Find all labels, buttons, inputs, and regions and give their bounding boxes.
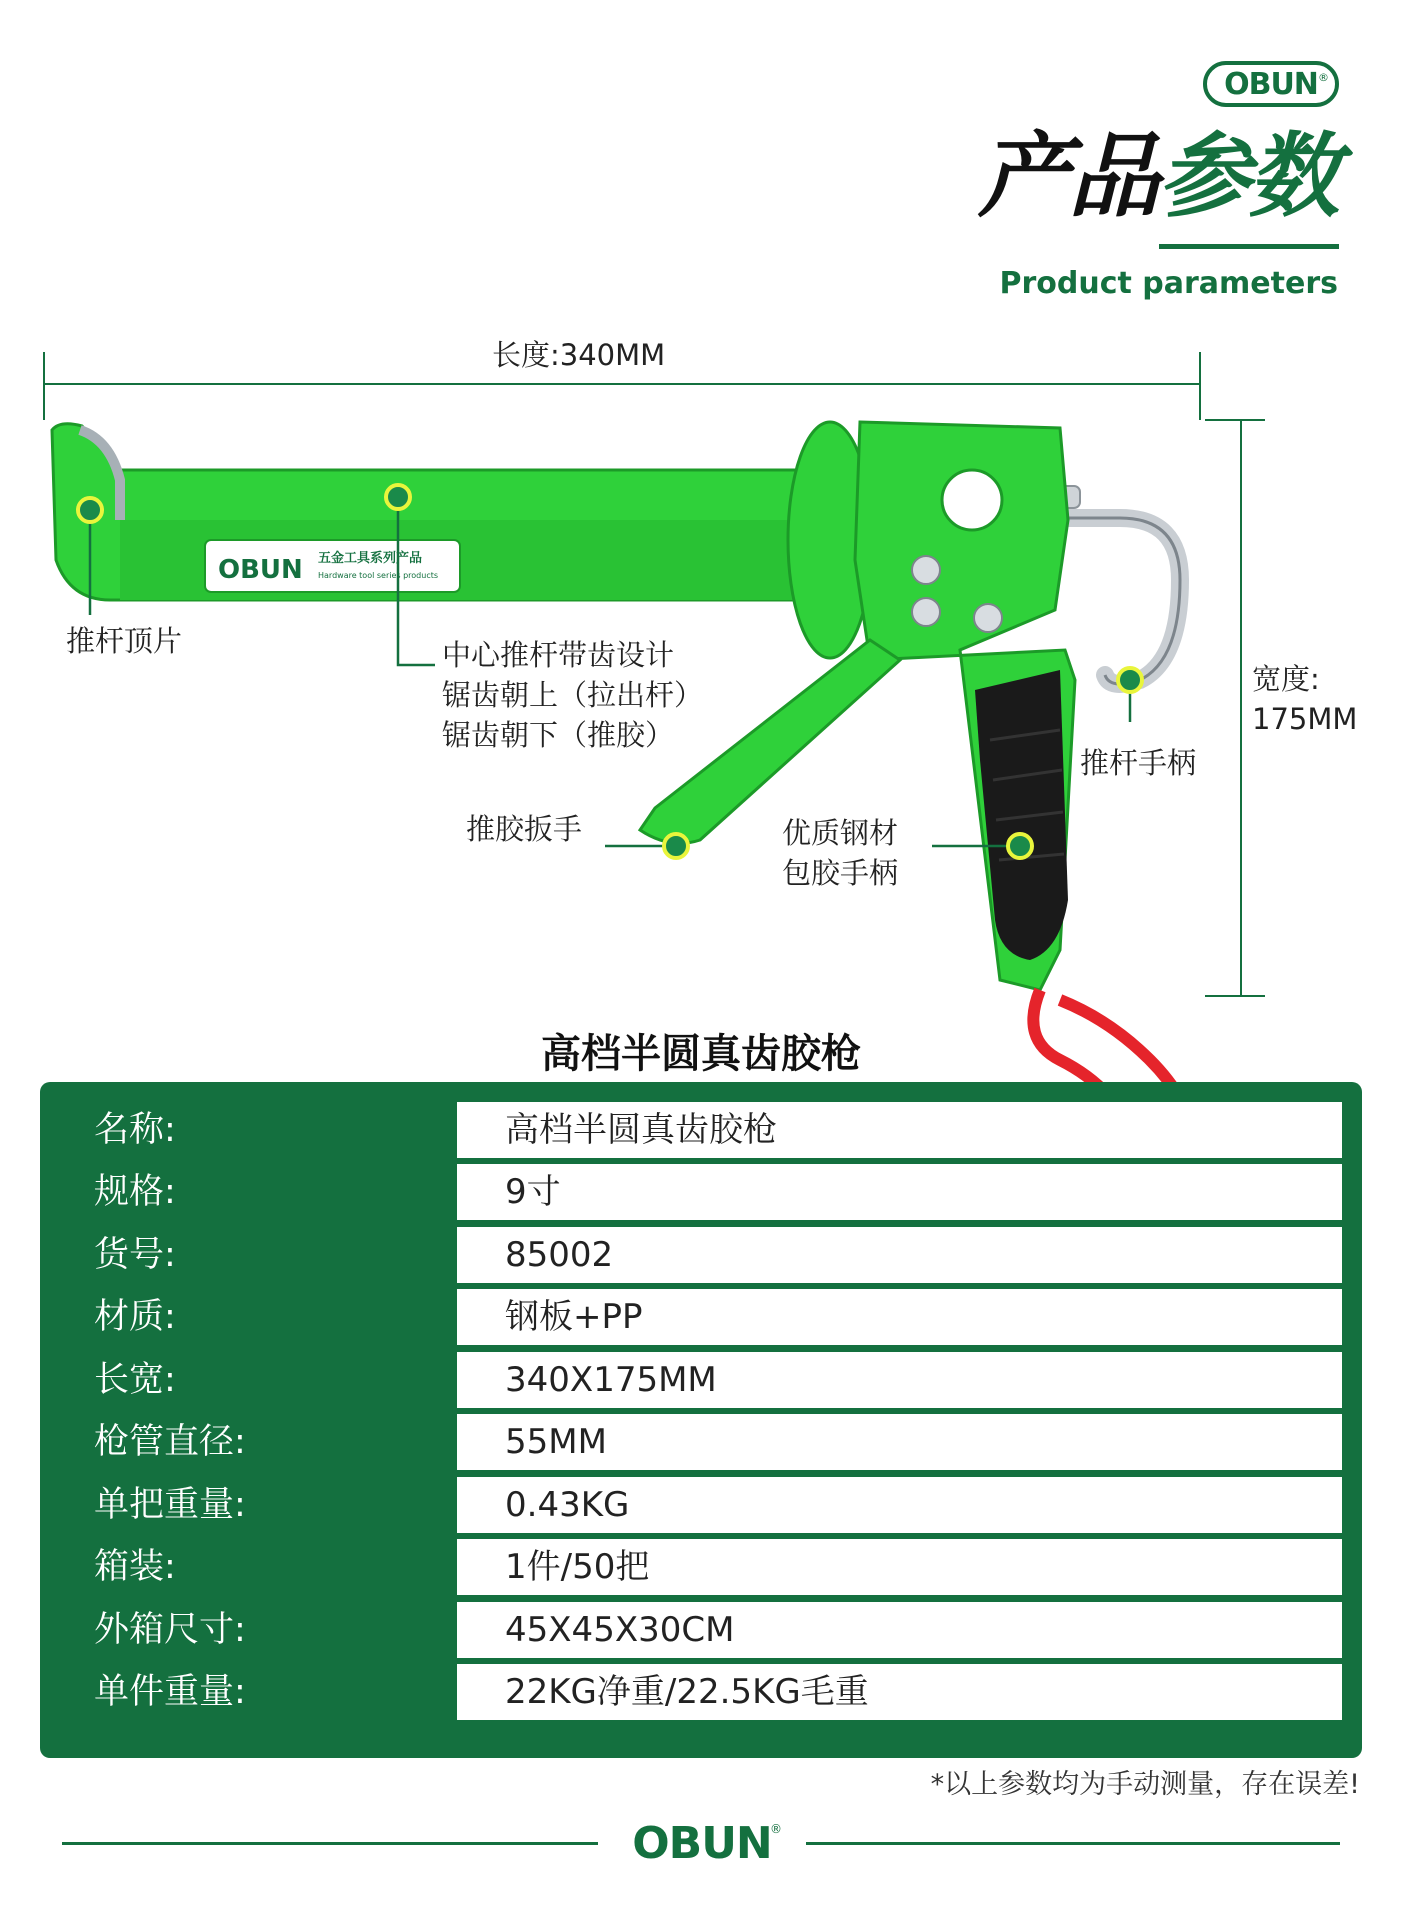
spec-value: 9寸: [457, 1164, 1342, 1220]
spec-key: 长宽:: [62, 1352, 455, 1408]
spec-key: 货号:: [62, 1227, 455, 1283]
product-name-heading: 高档半圆真齿胶枪: [541, 1031, 861, 1077]
title-black-part: 产品: [977, 122, 1158, 230]
length-label: 长度:340MM: [492, 338, 666, 372]
spec-key: 规格:: [62, 1164, 455, 1220]
callout-center-rod-l1: 中心推杆带齿设计: [442, 638, 675, 672]
spec-row: [62, 1664, 1342, 1720]
callout-center-rod-l2: 锯齿朝上（拉出杆）: [442, 678, 704, 712]
callout-push-plate: 推杆顶片: [66, 624, 183, 658]
title-green-part: 参数: [1157, 122, 1338, 230]
spec-value: 340X175MM: [457, 1352, 1342, 1408]
width-label-line2: 175MM: [1252, 702, 1358, 736]
registered-mark: ®: [1318, 71, 1329, 84]
spec-row: [62, 1539, 1342, 1595]
spec-row: [62, 1477, 1342, 1533]
spec-value: 1件/50把: [457, 1539, 1342, 1595]
spec-value: 45X45X30CM: [457, 1602, 1342, 1658]
spec-key: 单件重量:: [62, 1664, 455, 1720]
spec-key: 外箱尺寸:: [62, 1602, 455, 1658]
callout-rod-handle: 推杆手柄: [1080, 746, 1197, 780]
callout-trigger: 推胶扳手: [466, 812, 583, 846]
spec-row: [62, 1102, 1342, 1158]
spec-row: [62, 1414, 1342, 1470]
measurement-note: *以上参数均为手动测量，存在误差!: [930, 1769, 1360, 1800]
spec-value: 0.43KG: [457, 1477, 1342, 1533]
rubber-grip: [975, 670, 1068, 960]
spec-row: [62, 1352, 1342, 1408]
trigger-shape: [640, 640, 900, 843]
rod-handle-dot: [1118, 668, 1142, 692]
callout-grip-l2: 包胶手柄: [782, 856, 899, 890]
barrel: [52, 424, 820, 600]
spec-value: 22KG净重/22.5KG毛重: [457, 1664, 1342, 1720]
spec-key: 单把重量:: [62, 1477, 455, 1533]
spec-row: [62, 1289, 1342, 1345]
spec-row: [62, 1602, 1342, 1658]
footer-divider-left: [62, 1842, 598, 1845]
grip-dot: [1008, 834, 1032, 858]
callout-center-rod-l3: 锯齿朝下（推胶）: [442, 718, 675, 752]
width-label-line1: 宽度:: [1252, 662, 1320, 696]
push-plate-dot: [78, 498, 102, 522]
page-title: [977, 122, 1338, 230]
spec-key: 名称:: [62, 1102, 455, 1158]
spec-key: 枪管直径:: [62, 1414, 455, 1470]
spec-table: [40, 1082, 1362, 1758]
tube-series-label: 五金工具系列产品: [318, 551, 423, 566]
spec-value: 55MM: [457, 1414, 1342, 1470]
spec-row: [62, 1164, 1342, 1220]
spec-key: 箱装:: [62, 1539, 455, 1595]
trigger-dot: [664, 834, 688, 858]
brand-logo: [1203, 61, 1339, 107]
footer-logo-text: OBUN: [632, 1817, 772, 1869]
tube-series-en: Hardware tool series products: [318, 571, 439, 580]
spec-value: 高档半圆真齿胶枪: [457, 1102, 1342, 1158]
tube-brand-label: OBUN: [218, 555, 303, 585]
title-underline: [1159, 244, 1339, 249]
footer-registered-mark: ®: [770, 1822, 782, 1836]
page-subtitle: Product parameters: [999, 266, 1338, 301]
spec-value: 85002: [457, 1227, 1342, 1283]
footer-logo: [612, 1818, 792, 1868]
spec-key: 材质:: [62, 1289, 455, 1345]
callout-grip-l1: 优质钢材: [782, 816, 899, 850]
spec-row: [62, 1227, 1342, 1283]
center-rod-dot: [386, 485, 410, 509]
footer-divider-right: [806, 1842, 1340, 1845]
brand-logo-text: OBUN: [1224, 66, 1318, 102]
spec-value: 钢板+PP: [457, 1289, 1342, 1345]
